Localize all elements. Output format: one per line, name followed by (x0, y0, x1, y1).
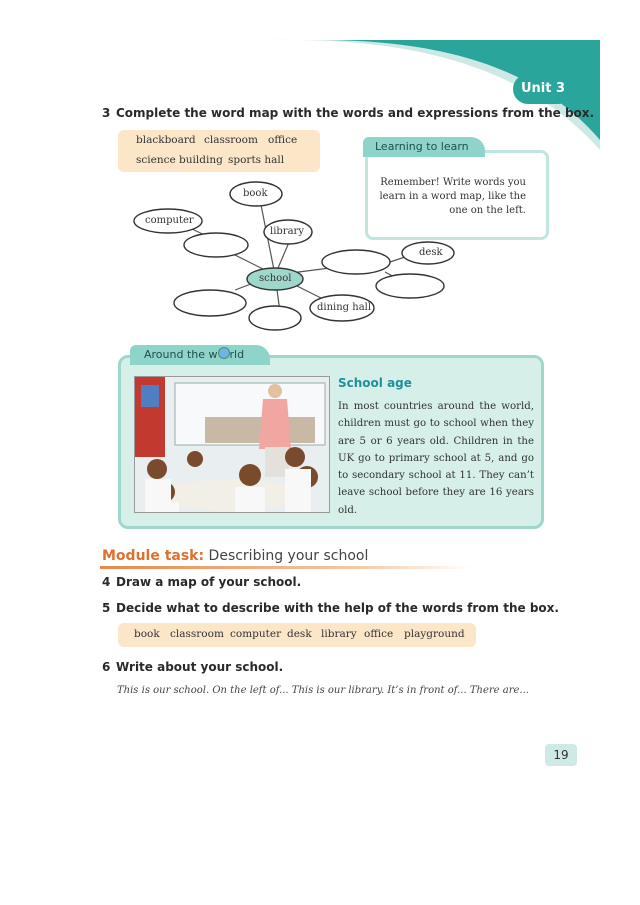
school-age-text: In most countries around the world, children must go to school when they are 5 or 6 years old. Children in the UK go to primary school at 5, and go to secondary school at 11. They can’t leave school before they are 16 years old. (338, 401, 534, 516)
map-bubble-empty (376, 274, 444, 298)
globe-icon (218, 347, 230, 359)
word-item: playground (404, 628, 465, 640)
map-bubble-empty (184, 233, 248, 257)
module-task-title: Module task: Describing your school (102, 548, 369, 564)
word-item: office (268, 134, 298, 146)
page-number: 19 (545, 744, 577, 766)
word-item: classroom (204, 134, 258, 146)
word-box-2 (118, 623, 476, 647)
word-item: book (134, 628, 160, 640)
map-bubble-empty (174, 290, 246, 316)
example-sentence: This is our school. On the left of... This is our library. It’s in front of... There are... (117, 685, 529, 696)
map-label-dining-hall: dining hall (317, 302, 372, 313)
word-item: library (321, 628, 357, 640)
learning-to-learn-text: Remember! Write words you learn in a word map, like the one on the left. (379, 177, 526, 216)
learning-to-learn-title: Learning to learn (363, 137, 485, 157)
map-label-desk: desk (419, 247, 443, 258)
word-item: classroom (170, 628, 224, 640)
question-6: 6 Write about your school. (102, 660, 284, 674)
classroom-photo (134, 376, 330, 513)
classroom-illustration (135, 377, 329, 512)
school-age-heading: School age (338, 376, 412, 390)
word-item: sports hall (228, 154, 285, 166)
word-item: computer (230, 628, 282, 640)
word-item: blackboard (136, 134, 196, 146)
question-5: 5 Decide what to describe with the help of the words from the box. (102, 601, 559, 615)
map-bubble-empty (249, 306, 301, 330)
map-label-school: school (259, 273, 292, 284)
word-map (0, 0, 640, 340)
word-item: desk (287, 628, 312, 640)
map-bubble-empty (322, 250, 390, 274)
map-label-computer: computer (145, 215, 194, 226)
word-item: science building (136, 154, 223, 166)
module-task-underline (100, 566, 472, 569)
map-label-book: book (243, 188, 268, 199)
word-item: office (364, 628, 394, 640)
question-3: 3 Complete the word map with the words and expressions from the box. (102, 106, 595, 120)
unit-badge: Unit 3 (513, 74, 573, 104)
question-4: 4 Draw a map of your school. (102, 575, 302, 589)
around-the-world-title: Around the w rld (130, 345, 270, 365)
map-label-library: library (270, 226, 304, 237)
